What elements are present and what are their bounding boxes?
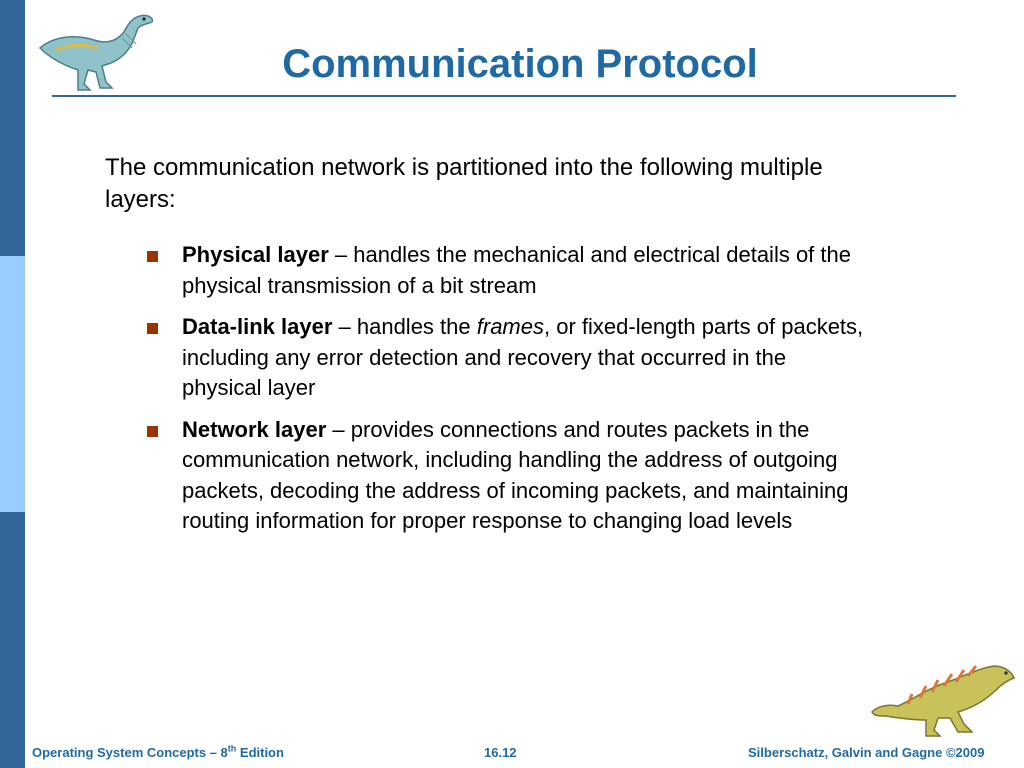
layer-list — [146, 240, 866, 548]
layer-term: Network layer — [182, 416, 327, 442]
dinosaur-icon — [36, 8, 158, 94]
layer-term: Physical layer — [182, 242, 329, 267]
layer-description: – handles the — [332, 314, 477, 339]
footer-book-title — [32, 744, 284, 762]
footer-book-title-edition: Edition — [236, 745, 284, 760]
sidebar-stripe — [0, 0, 25, 768]
square-bullet-icon — [147, 251, 158, 262]
intro-paragraph: The communication network is partitioned into the following multiple layers: — [105, 154, 823, 213]
square-bullet-icon — [147, 323, 158, 334]
list-item — [146, 240, 866, 301]
footer-copyright: Silberschatz, Galvin and Gagne ©2009 — [748, 745, 985, 760]
title-divider — [52, 95, 956, 97]
sidebar-segment-middle — [0, 256, 25, 512]
layer-description: – provides connections and routes packets in the communication network, including handling the address of outgoing packets, decoding the address of incoming packets, and maintaining routing information for proper response to changing load levels — [182, 416, 849, 533]
footer-page-number: 16.12 — [484, 745, 517, 760]
slide-title: Communication Protocol — [282, 42, 758, 86]
footer-book-title-superscript: th — [227, 743, 237, 754]
footer-book-title-text: Operating System Concepts – 8 — [32, 745, 228, 760]
sidebar-segment-top — [0, 0, 25, 256]
emphasized-term: frames — [476, 314, 544, 339]
layer-term: Data-link layer — [182, 314, 333, 339]
layer-description-continued: , or fixed-length parts of packets, including any error detection and recovery that occurred in the physical layer — [182, 314, 864, 400]
square-bullet-icon — [147, 426, 158, 437]
list-item — [146, 312, 866, 404]
sidebar-segment-bottom — [0, 512, 25, 768]
layer-description: – handles the mechanical and electrical details of the physical transmission of a bit stream — [182, 242, 851, 298]
list-item — [146, 415, 866, 537]
dinosaur-icon — [868, 660, 1016, 740]
